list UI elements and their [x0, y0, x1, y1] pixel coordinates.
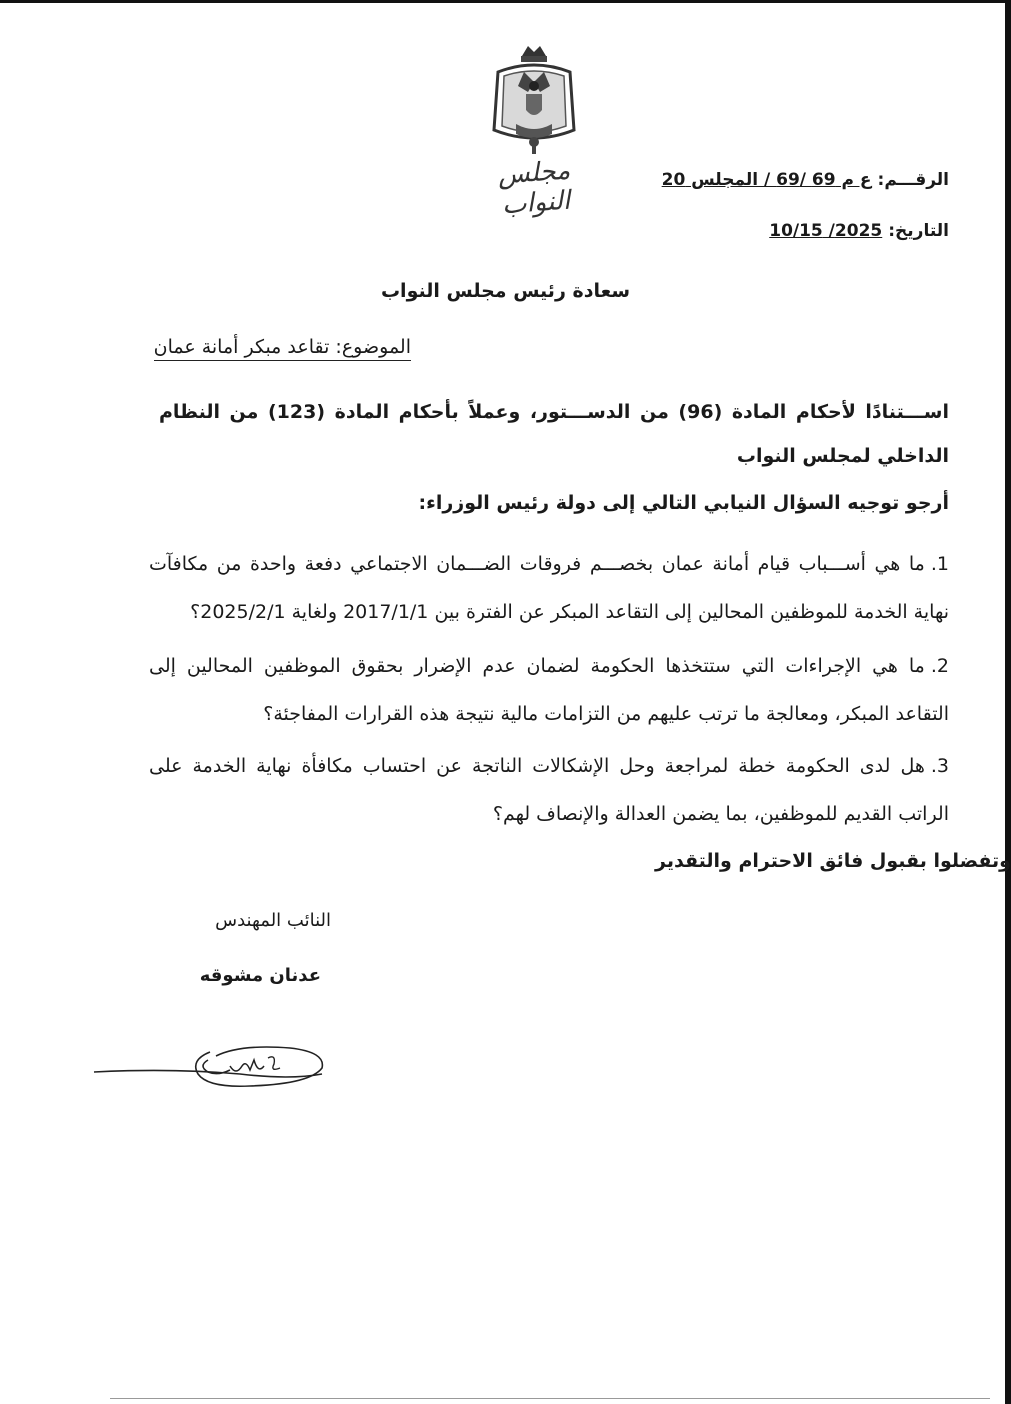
signatory-name: عدنان مشوقه	[199, 965, 321, 986]
addressee: سعادة رئيس مجلس النواب	[380, 280, 631, 302]
top-border	[0, 0, 1011, 3]
question-item	[149, 742, 949, 838]
intro-paragraph: اســـتنادًا لأحكام المادة (96) من الدســـتور، وعملاً بأحكام المادة (123) من النظام الداخلي لمجلس النواب	[159, 401, 949, 467]
question-number: 3.	[930, 755, 949, 777]
question-number: 1.	[930, 553, 949, 575]
letter-date-label: التاريخ:	[888, 221, 949, 241]
question-text: ما هي أســـباب قيام أمانة عمان بخصـــم فروقات الضـــمان الاجتماعي دفعة واحدة من مكافآت نهاية الخدمة للموظفين المحالين إلى التقاعد المبكر عن الفترة بين 2017/1/1 ولغاية 2025/2/1؟	[149, 553, 949, 623]
request-paragraph: أرجو توجيه السؤال النيابي التالي إلى دولة رئيس الوزراء:	[418, 492, 949, 514]
closing-line: وتفضلوا بقبول فائق الاحترام والتقدير	[655, 850, 1011, 872]
letter-date	[769, 221, 949, 241]
subject-line: الموضوع: تقاعد مبكر أمانة عمان	[154, 336, 411, 361]
reference-number-value: ع م 69 /69 / المجلس 20	[661, 170, 872, 190]
reference-number	[662, 170, 949, 190]
letter-date-value: 2025/ 10/15	[769, 221, 883, 241]
royal-crest-icon	[488, 42, 580, 154]
question-text: هل لدى الحكومة خطة لمراجعة وحل الإشكالات الناتجة عن احتساب مكافأة نهاية الخدمة على الراتب القديم للموظفين، بما يضمن العدالة والإنصاف لهم؟	[149, 755, 949, 825]
question-text: ما هي الإجراءات التي ستتخذها الحكومة لضمان عدم الإضرار بحقوق الموظفين المحالين إلى التقاعد المبكر، ومعالجة ما ترتب عليهم من التزامات مالية نتيجة هذه القرارات المفاجئة؟	[149, 655, 949, 725]
institution-calligraphy: مجلس النواب	[496, 155, 572, 221]
reference-number-label: الرقـــم:	[877, 170, 949, 190]
signatory-title: النائب المهندس	[215, 910, 331, 931]
question-number: 2.	[930, 655, 949, 677]
bottom-rule	[110, 1398, 990, 1399]
question-item	[149, 540, 949, 636]
question-item	[149, 642, 949, 738]
handwritten-signature-icon	[90, 1030, 340, 1100]
right-border	[1005, 0, 1011, 1404]
